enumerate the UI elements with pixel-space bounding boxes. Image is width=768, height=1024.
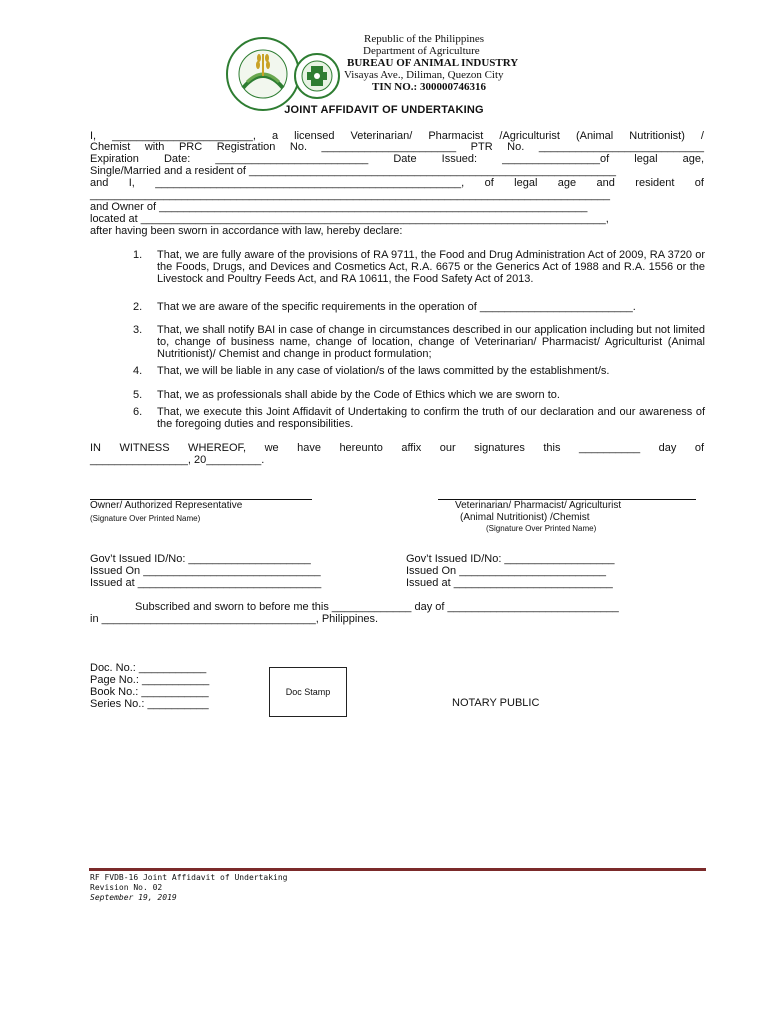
letterhead-address: Visayas Ave., Diliman, Quezon City [344,69,504,81]
list-item-text: That we are aware of the specific requirements in the operation of _________________________. [157,301,636,313]
professional-signature-title-1: Veterinarian/ Pharmacist/ Agriculturist [455,500,622,511]
doc-stamp-label: Doc Stamp [285,687,331,697]
list-item-text: That, we will be liable in any case of violation/s of the laws committed by the establishment/s. [157,365,610,377]
sworn-line-1: Subscribed and sworn to before me this _____________ day of ____________________________ [135,601,619,613]
professional-signature-title-2: (Animal Nutritionist) /Chemist [460,512,590,523]
notary-public-label: NOTARY PUBLIC [452,697,540,709]
list-item-number: 2. [133,301,143,313]
list-item-number: 5. [133,389,143,401]
professional-id-no: Gov’t Issued ID/No: __________________ [406,553,615,565]
footer-rule [89,868,706,871]
witness-line-2: ________________, 20_________. [90,454,265,466]
owner-signature-caption: (Signature Over Printed Name) [90,514,201,523]
professional-issued-at: Issued at __________________________ [406,577,613,589]
list-item-number: 3. [133,324,143,336]
owner-issued-at: Issued at ______________________________ [90,577,322,589]
department-of-agriculture-logo [225,36,301,112]
sworn-line-2: in ___________________________________, Philippines. [90,613,379,625]
intro-line-8: located at ____________________________________________________________________________, [90,213,609,225]
undertaking-list [133,249,705,439]
letterhead-bureau: BUREAU OF ANIMAL INDUSTRY [347,57,519,69]
owner-id-no: Gov’t Issued ID/No: ____________________ [90,553,311,565]
footer-date: September 19, 2019 [90,893,177,902]
bureau-of-animal-industry-logo [293,52,341,100]
professional-issued-on: Issued On ________________________ [406,565,607,577]
intro-line-9: after having been sworn in accordance with law, hereby declare: [90,225,403,237]
page-no: Page No.: ___________ [90,674,210,686]
book-no: Book No.: ___________ [90,686,209,698]
owner-issued-on: Issued On _____________________________ [90,565,321,577]
letterhead [344,33,564,93]
list-item-text: That, we as professionals shall abide by the Code of Ethics which we are sworn to. [157,389,560,401]
intro-line-1: I, _______________________, a licensed Veterinarian/ Pharmacist /Agriculturist (Animal Nutritionist) / [90,130,704,142]
list-item-text: That, we execute this Joint Affidavit of Undertaking to confirm the truth of our declaration and our awareness of the foregoing duties and responsibilities. [157,406,705,430]
letterhead-tin: TIN NO.: 300000746316 [372,81,486,93]
intro-line-7: and Owner of ______________________________________________________________________ [90,201,588,213]
list-item-number: 4. [133,365,143,377]
owner-signature-title: Owner/ Authorized Representative [90,500,243,511]
form-footer [90,873,287,903]
footer-form-code: RF FVDB-16 Joint Affidavit of Undertaking [90,873,288,882]
series-no: Series No.: __________ [90,698,209,710]
intro-line-4: Single/Married and a resident of ____________________________________________________________ [90,165,617,177]
doc-stamp-box [269,667,347,717]
intro-line-5: and I, __________________________________________________, of legal age and resident of [90,177,704,189]
professional-signature-caption: (Signature Over Printed Name) [486,524,597,533]
doc-no: Doc. No.: ___________ [90,662,207,674]
witness-line-1: IN WITNESS WHEREOF, we have hereunto affix our signatures this __________ day of [90,442,704,454]
intro-line-6: _____________________________________________________________________________________ [90,189,611,201]
footer-revision: Revision No. 02 [90,883,163,892]
list-item-number: 6. [133,406,143,418]
letterhead-department: Department of Agriculture [363,45,480,57]
list-item-text: That, we are fully aware of the provisions of RA 9711, the Food and Drug Administration Act of 2009, RA 3720 or the Foods, Drugs, and Devices and Cosmetics Act, R.A. 6675 or the Generics Act of 1988 and R.A. 1556 or the Livestock and Poultry Feeds Act, and RA 10611, the Food Safety Act of 2013. [157,249,705,285]
intro-line-2: Chemist with PRC Registration No. ______________________ PTR No. ___________________________ [90,141,704,153]
document-title: JOINT AFFIDAVIT OF UNDERTAKING [284,104,484,116]
intro-line-3: Expiration Date: _________________________ Date Issued: ________________of legal age, [90,153,704,165]
list-item-text: That, we shall notify BAI in case of change in circumstances described in our application including but not limited to, change of business name, change of location, change of Veterinarian/ Pharmacist/ Agriculturist (Animal Nutritionist)/ Chemist and change in product formulation; [157,324,705,360]
list-item-number: 1. [133,249,143,261]
letterhead-republic: Republic of the Philippines [364,33,485,45]
